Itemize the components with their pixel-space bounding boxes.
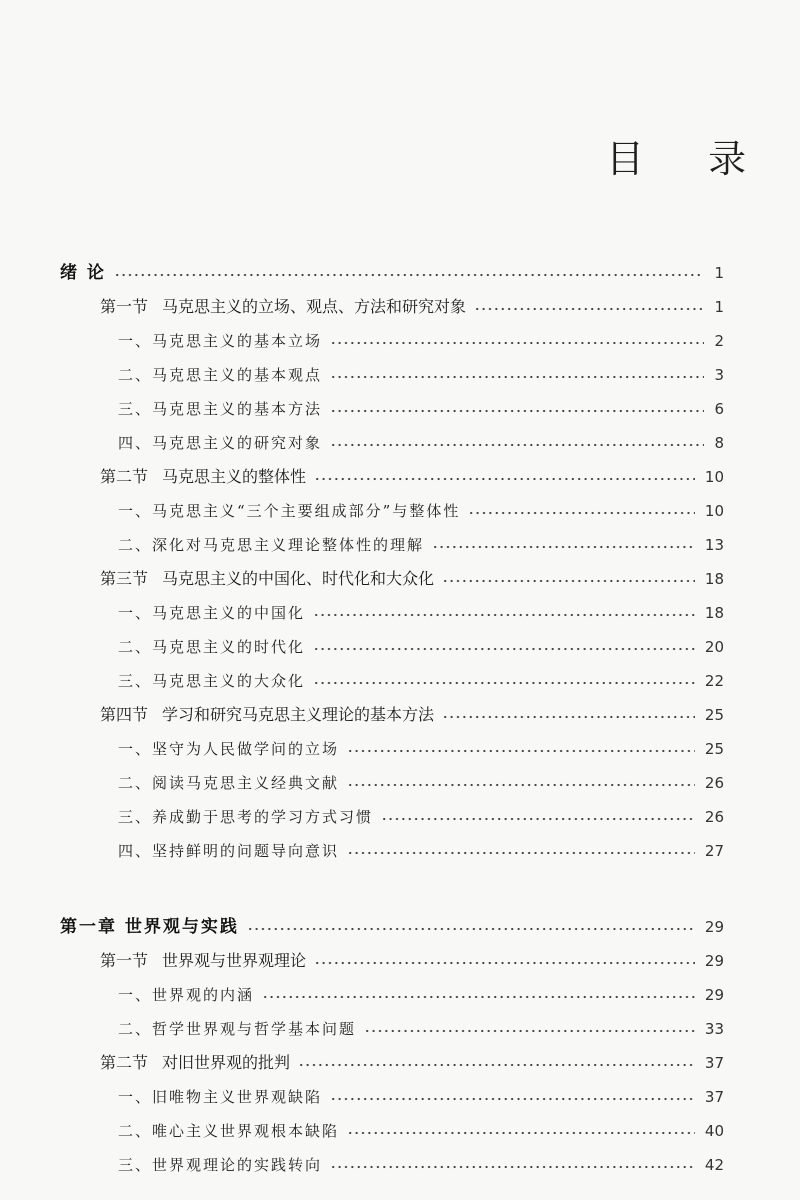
- section-label: [100, 290, 466, 324]
- toc-section[interactable]: [0, 1046, 800, 1080]
- item-label: 四、坚持鲜明的问题导向意识: [118, 842, 340, 860]
- toc-item[interactable]: [0, 1148, 800, 1182]
- page-number: 33: [704, 1020, 724, 1038]
- section-title: 世界观与世界观理论: [162, 951, 307, 970]
- part-label: 绪 论: [60, 263, 106, 283]
- page-number: 10: [704, 468, 724, 486]
- item-label: 一、马克思主义的基本立场: [118, 332, 323, 350]
- toc-item[interactable]: [0, 1114, 800, 1148]
- page-number: 26: [704, 774, 724, 792]
- page-number: 8: [714, 434, 724, 452]
- toc-item[interactable]: [0, 324, 800, 358]
- page-number: 29: [704, 918, 724, 936]
- toc-item[interactable]: [0, 426, 800, 460]
- toc-section[interactable]: [0, 460, 800, 494]
- table-of-contents: [0, 256, 800, 1182]
- section-number: 第二节: [100, 467, 149, 486]
- page-number: 22: [704, 672, 724, 690]
- page-number: 10: [704, 502, 724, 520]
- item-label: 一、旧唯物主义世界观缺陷: [118, 1088, 323, 1106]
- dot-leader: [330, 358, 704, 392]
- page-number: 37: [704, 1088, 724, 1106]
- dot-leader: [432, 528, 695, 562]
- item-label: 二、深化对马克思主义理论整体性的理解: [118, 536, 425, 554]
- dot-leader: [314, 460, 695, 494]
- item-label: 一、马克思主义“三个主要组成部分”与整体性: [118, 502, 461, 520]
- section-title: 马克思主义的整体性: [162, 467, 307, 486]
- toc-item[interactable]: [0, 978, 800, 1012]
- item-label: 四、马克思主义的研究对象: [118, 434, 323, 452]
- section-title: 对旧世界观的批判: [162, 1053, 291, 1072]
- toc-section[interactable]: [0, 562, 800, 596]
- toc-item[interactable]: [0, 834, 800, 868]
- item-label: 一、马克思主义的中国化: [118, 604, 306, 622]
- toc-section[interactable]: [0, 944, 800, 978]
- dot-leader: [474, 290, 704, 324]
- item-label: 二、马克思主义的时代化: [118, 638, 306, 656]
- toc-item[interactable]: [0, 1080, 800, 1114]
- page-number: 6: [714, 400, 724, 418]
- toc-item[interactable]: [0, 766, 800, 800]
- section-label: [100, 944, 306, 978]
- chapter-spacer: [0, 868, 800, 910]
- page-number: 13: [704, 536, 724, 554]
- dot-leader: [314, 944, 695, 978]
- page-number: 25: [704, 740, 724, 758]
- page-number: 1: [714, 264, 724, 282]
- section-label: [100, 562, 434, 596]
- dot-leader: [313, 596, 695, 630]
- page-number: 20: [704, 638, 724, 656]
- dot-leader: [262, 978, 695, 1012]
- dot-leader: [347, 732, 695, 766]
- item-label: 三、世界观理论的实践转向: [118, 1156, 323, 1174]
- page-number: 37: [704, 1054, 724, 1072]
- item-label: 二、阅读马克思主义经典文献: [118, 774, 340, 792]
- toc-section[interactable]: [0, 698, 800, 732]
- toc-item[interactable]: [0, 392, 800, 426]
- item-label: 三、马克思主义的基本方法: [118, 400, 323, 418]
- page-number: 27: [704, 842, 724, 860]
- page-number: 29: [704, 952, 724, 970]
- section-number: 第二节: [100, 1053, 149, 1072]
- dot-leader: [247, 910, 695, 944]
- dot-leader: [330, 1148, 695, 1182]
- dot-leader: [313, 630, 695, 664]
- item-label: 二、马克思主义的基本观点: [118, 366, 323, 384]
- dot-leader: [347, 766, 695, 800]
- item-label: 三、马克思主义的大众化: [118, 672, 306, 690]
- chapter-label: 第一章 世界观与实践: [60, 917, 239, 937]
- page-number: 29: [704, 986, 724, 1004]
- dot-leader: [468, 494, 695, 528]
- page-title: 目 录: [606, 137, 773, 181]
- toc-item[interactable]: [0, 630, 800, 664]
- item-label: 二、哲学世界观与哲学基本问题: [118, 1020, 357, 1038]
- item-label: 一、世界观的内涵: [118, 986, 255, 1004]
- page-number: 25: [704, 706, 724, 724]
- toc-item[interactable]: [0, 528, 800, 562]
- item-label: 三、养成勤于思考的学习方式习惯: [118, 808, 374, 826]
- dot-leader: [442, 562, 695, 596]
- toc-section[interactable]: [0, 290, 800, 324]
- dot-leader: [330, 426, 704, 460]
- section-title: 学习和研究马克思主义理论的基本方法: [162, 705, 435, 724]
- section-label: [100, 460, 306, 494]
- section-number: 第三节: [100, 569, 149, 588]
- dot-leader: [298, 1046, 695, 1080]
- toc-item[interactable]: [0, 596, 800, 630]
- dot-leader: [347, 1114, 695, 1148]
- section-label: [100, 698, 434, 732]
- dot-leader: [347, 834, 695, 868]
- page-number: 3: [714, 366, 724, 384]
- item-label: 二、唯心主义世界观根本缺陷: [118, 1122, 340, 1140]
- toc-part-intro[interactable]: [0, 256, 800, 290]
- section-title: 马克思主义的中国化、时代化和大众化: [162, 569, 435, 588]
- section-title: 马克思主义的立场、观点、方法和研究对象: [162, 297, 467, 316]
- toc-item[interactable]: [0, 494, 800, 528]
- section-number: 第一节: [100, 297, 149, 316]
- dot-leader: [330, 1080, 695, 1114]
- toc-item[interactable]: [0, 1012, 800, 1046]
- dot-leader: [442, 698, 695, 732]
- toc-item[interactable]: [0, 800, 800, 834]
- page-number: 26: [704, 808, 724, 826]
- page-number: 40: [704, 1122, 724, 1140]
- toc-item[interactable]: [0, 664, 800, 698]
- dot-leader: [364, 1012, 695, 1046]
- dot-leader: [313, 664, 695, 698]
- toc-item[interactable]: [0, 358, 800, 392]
- dot-leader: [330, 324, 704, 358]
- dot-leader: [114, 256, 704, 290]
- item-label: 一、坚守为人民做学问的立场: [118, 740, 340, 758]
- toc-chapter[interactable]: [0, 910, 800, 944]
- page-number: 1: [714, 298, 724, 316]
- section-label: [100, 1046, 290, 1080]
- page-number: 2: [714, 332, 724, 350]
- page-number: 18: [704, 604, 724, 622]
- page-number: 18: [704, 570, 724, 588]
- section-number: 第一节: [100, 951, 149, 970]
- dot-leader: [381, 800, 695, 834]
- section-number: 第四节: [100, 705, 149, 724]
- dot-leader: [330, 392, 704, 426]
- toc-item[interactable]: [0, 732, 800, 766]
- page-number: 42: [704, 1156, 724, 1174]
